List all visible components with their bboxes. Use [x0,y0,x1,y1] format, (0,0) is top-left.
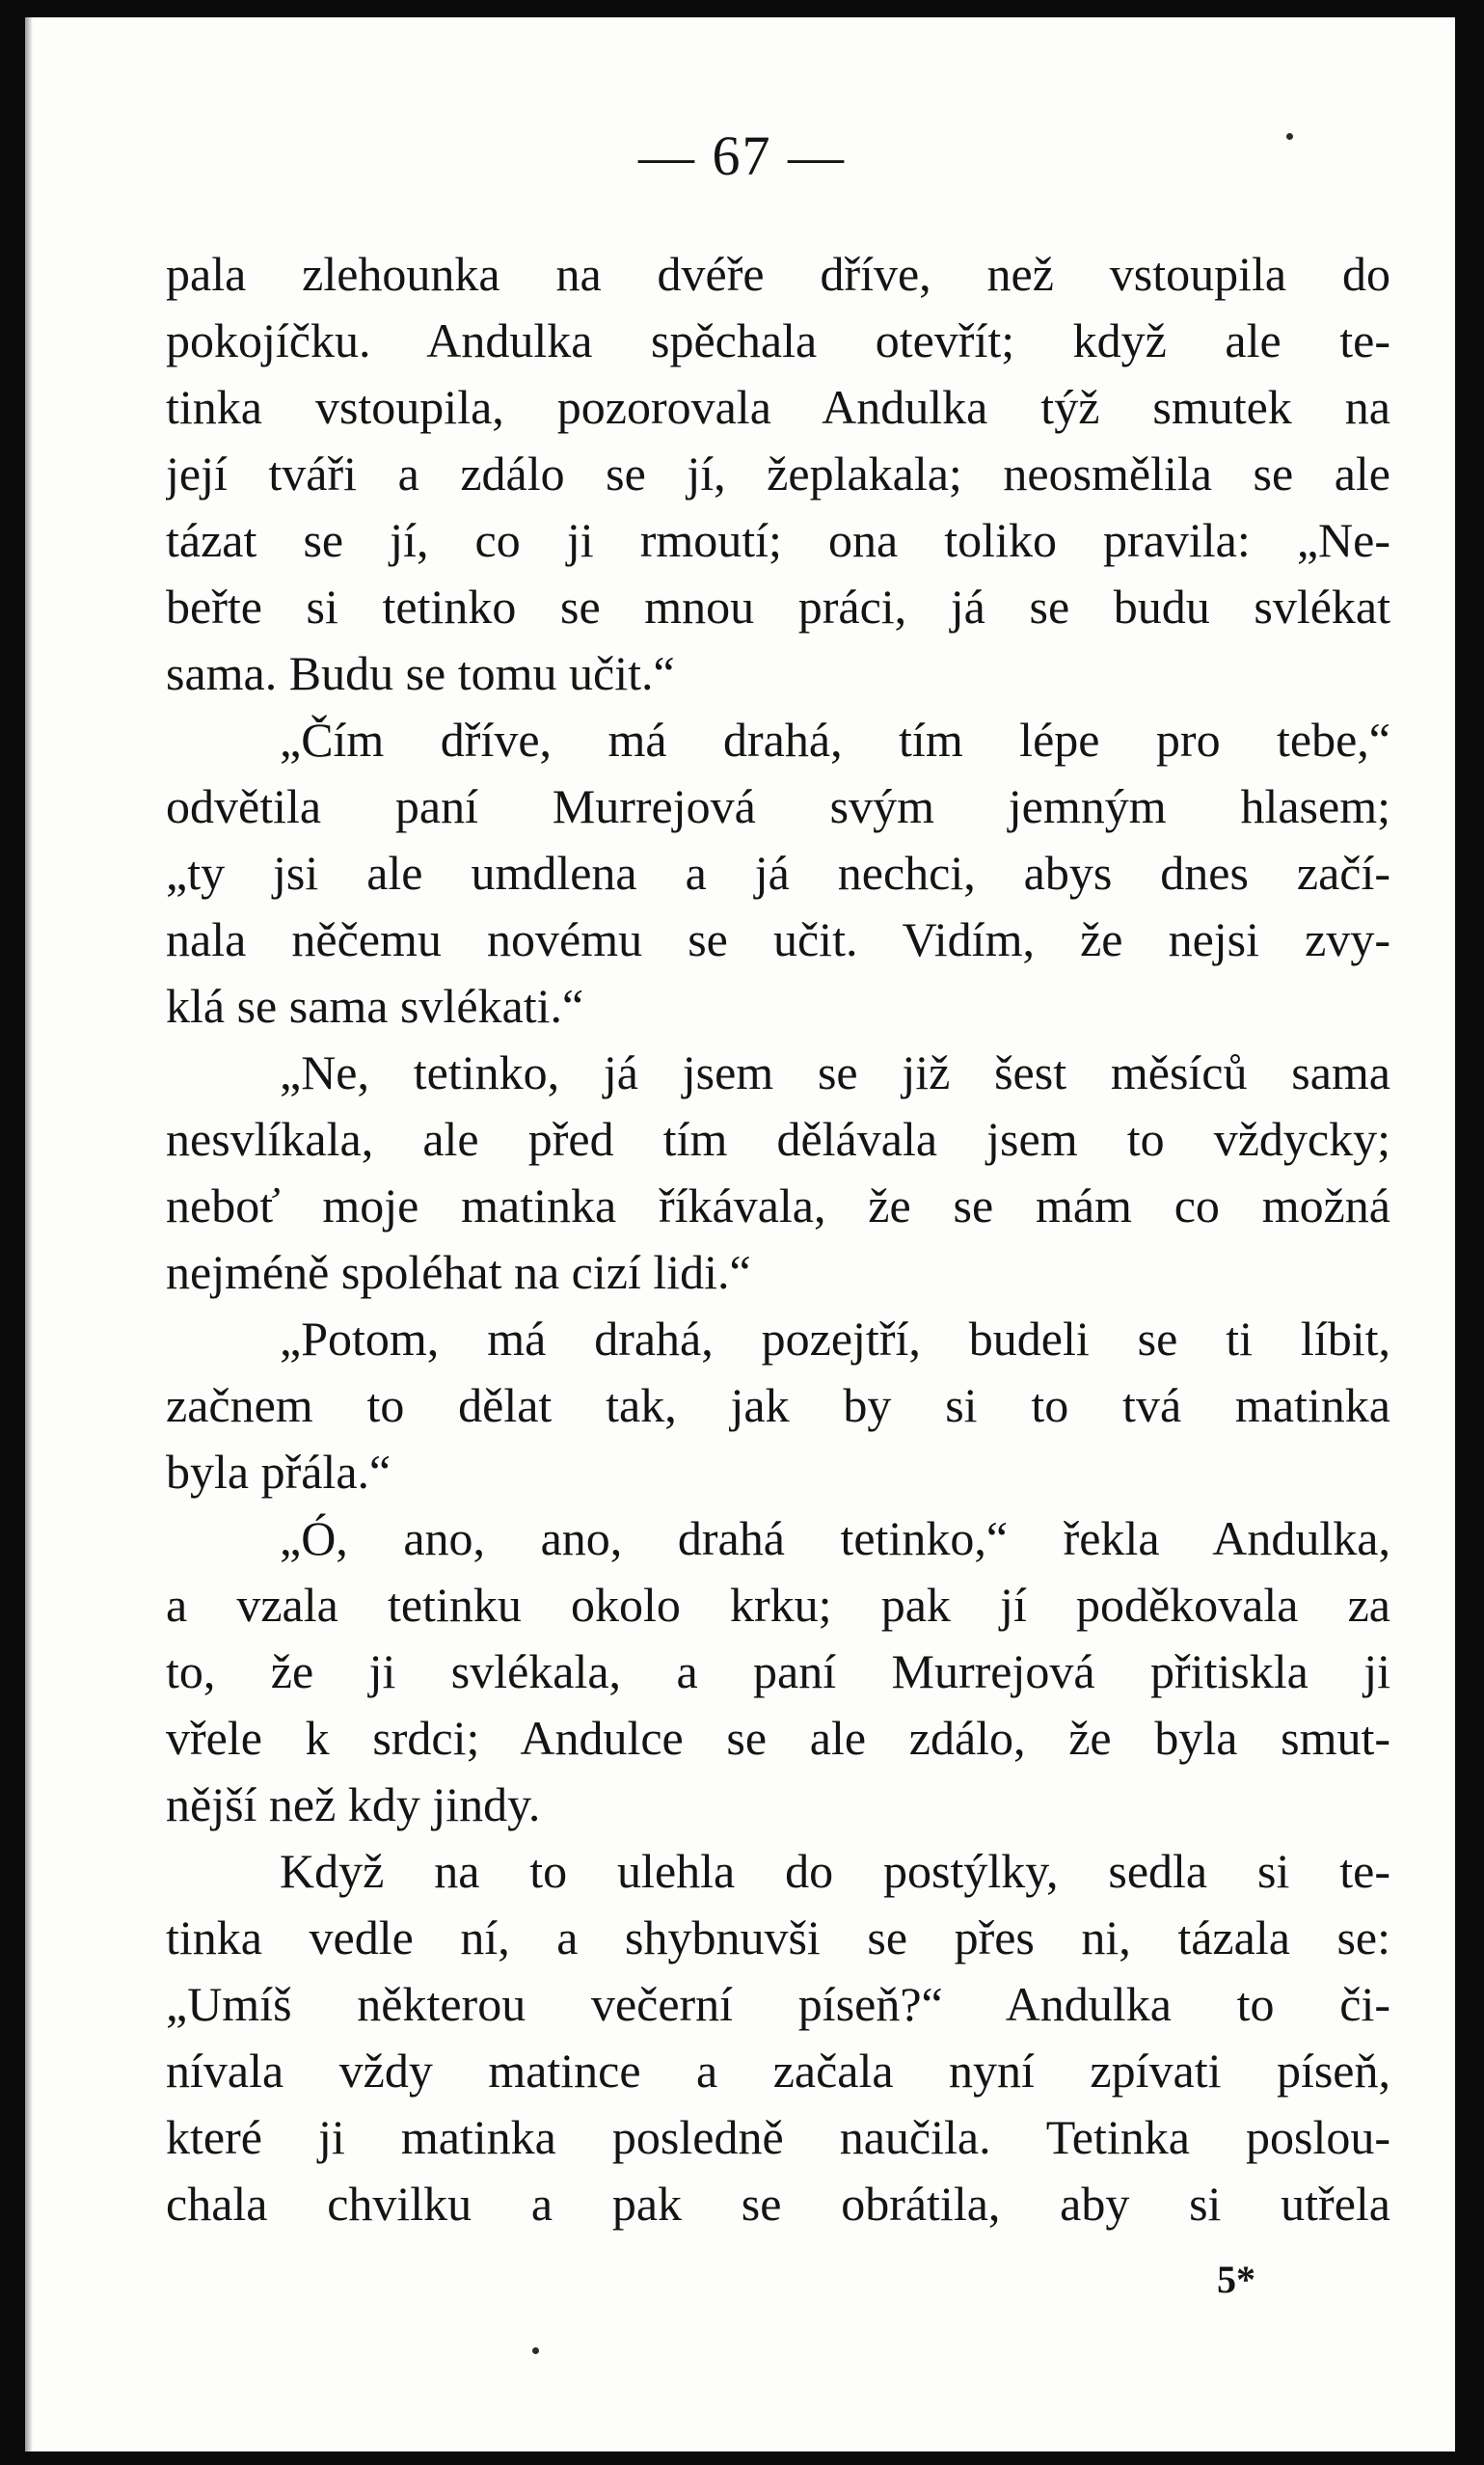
text-line: „Ó, ano, ano, drahá tetinko,“ řekla Andulka, [280,1511,1390,1565]
text-line: to, že ji svlékala, a paní Murrejová přitiskla ji [166,1644,1390,1698]
text-line: nejméně spoléhat na cizí lidi.“ [166,1245,751,1299]
text-line: klá se sama svlékati.“ [166,979,584,1033]
body-text [166,241,1390,2237]
text-line: „Umíš některou večerní píseň?“ Andulka to či- [166,1977,1390,2031]
text-line: beřte si tetinko se mnou práci, já se budu svlékat [166,580,1390,634]
text-line: tázat se jí, co ji rmoutí; ona toliko pravila: „Ne- [166,513,1390,567]
ink-speck [532,2347,539,2354]
text-line: byla přála.“ [166,1445,391,1499]
text-line: „Ne, tetinko, já jsem se již šest měsíců sama [280,1045,1390,1099]
text-line: „Čím dříve, má drahá, tím lépe pro tebe,“ [280,713,1390,767]
text-line: odvětila paní Murrejová svým jemným hlasem; [166,779,1390,833]
text-line: tinka vedle ní, a shybnuvši se přes ni, tázala se: [166,1910,1390,1964]
text-line: a vzala tetinku okolo krku; pak jí poděkovala za [166,1578,1390,1632]
text-line: které ji matinka posledně naučila. Tetinka poslou- [166,2110,1390,2164]
text-line: vřele k srdci; Andulce se ale zdálo, že byla smut- [166,1711,1390,1765]
text-line: nesvlíkala, ale před tím dělávala jsem to vždycky; [166,1112,1390,1166]
text-line: neboť moje matinka říkávala, že se mám co možná [166,1178,1390,1232]
text-line: chala chvilku a pak se obrátila, aby si utřela [166,2177,1390,2231]
text-line: sama. Budu se tomu učit.“ [166,646,675,700]
text-line: Když na to ulehla do postýlky, sedla si te- [280,1844,1390,1898]
ink-speck [1286,133,1293,140]
text-line: nala něčemu novému se učit. Vidím, že nejsi zvy- [166,912,1390,966]
text-line: tinka vstoupila, pozorovala Andulka týž smutek na [166,380,1390,434]
text-line: její tváři a zdálo se jí, žeplakala; neosmělila se ale [166,447,1390,501]
text-line: „Potom, má drahá, pozejtří, budeli se ti líbit, [280,1312,1390,1366]
text-line: nívala vždy matince a začala nyní zpívati píseň, [166,2044,1390,2098]
text-line: „ty jsi ale umdlena a já nechci, abys dnes začí- [166,846,1390,900]
text-line: pokojíčku. Andulka spěchala otevřít; když ale te- [166,313,1390,367]
page-number: — 67 — [638,124,846,187]
signature-mark: 5* [1217,2258,1255,2301]
text-line: pala zlehounka na dvéře dříve, než vstoupila do [166,247,1390,301]
text-line: začnem to dělat tak, jak by si to tvá matinka [166,1378,1390,1432]
text-line: nější než kdy jindy. [166,1777,541,1831]
binding-shadow [25,17,33,2451]
